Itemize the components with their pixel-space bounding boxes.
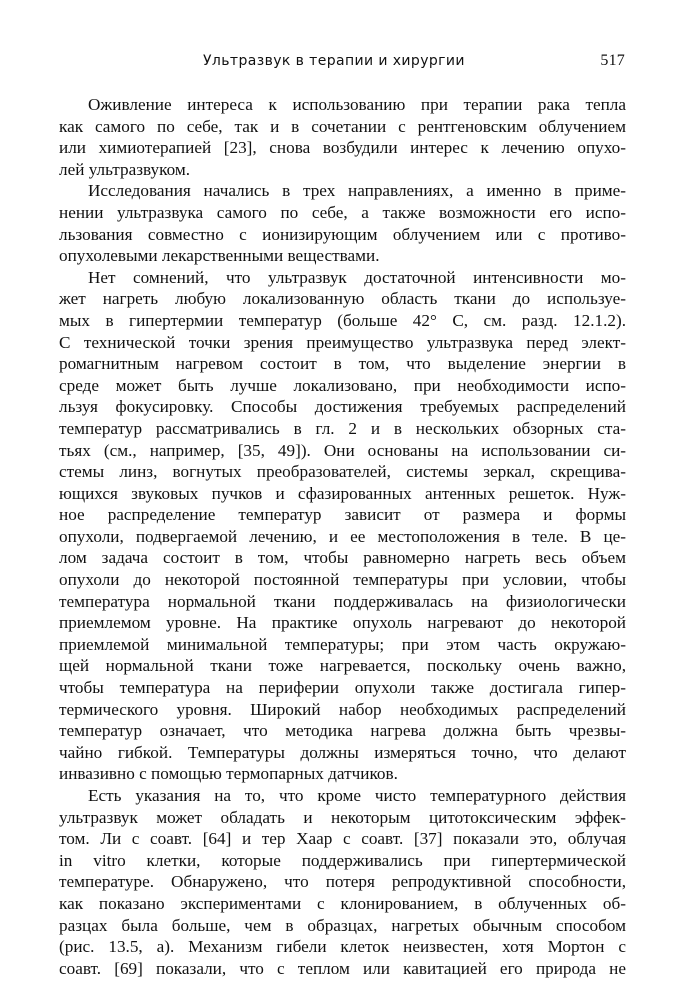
text-line: стемы линз, вогнутых преобразователей, системы зеркал, скрещива- — [59, 462, 626, 482]
text-line: ромагнитным нагревом состоит в том, что выделение энергии в — [59, 354, 626, 374]
text-line: как самого по себе, так и в сочетании с рентгеновским облучением — [59, 116, 626, 136]
text-line: ющихся звуковых пучков и сфазированных антенных решеток. Нуж- — [59, 483, 626, 503]
text-line: как показано экспериментами с клонированием, в облученных об- — [59, 893, 626, 913]
text-line: жет нагреть любую локализованную область ткани до используе- — [59, 289, 626, 309]
paragraph — [59, 94, 626, 180]
text-line: чтобы температура на периферии опухоли также достигала гипер- — [59, 678, 626, 698]
text-line: Есть указания на то, что кроме чисто температурного действия — [88, 786, 626, 805]
text-line: инвазивно с помощью термопарных датчиков. — [59, 764, 398, 784]
chapter-title: Ультразвук в терапии и хирургии — [203, 53, 465, 69]
text-line: нении ультразвука самого по себе, а также возможности его испо- — [59, 202, 626, 222]
text-line: лей ультразвуком. — [59, 159, 191, 179]
text-line: ультразвук может обладать и некоторым цитотоксическим эффек- — [59, 807, 626, 827]
text-line: том. Ли с соавт. [64] и тер Хаар с соавт. [37] показали это, облучая — [59, 829, 626, 849]
text-line: (рис. 13.5, а). Механизм гибели клеток неизвестен, хотя Мортон с — [59, 937, 626, 957]
paragraph — [59, 180, 626, 266]
text-line: щей нормальной ткани тоже нагревается, поскольку очень важно, — [59, 656, 626, 676]
text-line: in vitro клетки, которые поддерживались при гипертермической — [59, 850, 626, 870]
paragraph — [59, 267, 626, 785]
text-line: температуре. Обнаружено, что потеря репродуктивной способности, — [59, 872, 626, 892]
text-line: соавт. [69] показали, что с теплом или кавитацией его природа не — [59, 958, 626, 978]
page-number: 517 — [600, 52, 625, 69]
text-line: лом задача состоит в том, чтобы равномерно нагреть весь объем — [59, 548, 626, 568]
body-text — [59, 94, 626, 979]
running-header — [203, 52, 625, 72]
paragraph — [59, 785, 626, 979]
text-line: Оживление интереса к использованию при терапии рака тепла — [88, 95, 626, 114]
text-line: льзования совместно с ионизирующим облучением или с противо- — [59, 224, 626, 244]
text-line: приемлемом уровне. На практике опухоль нагревают до некоторой — [59, 613, 626, 633]
text-line: разцах была больше, чем в образцах, нагретых обычным способом — [59, 915, 626, 935]
text-line: Нет сомнений, что ультразвук достаточной интенсивности мо- — [88, 267, 626, 287]
text-line: чайно гибкой. Температуры должны измеряться точно, что делают — [59, 742, 626, 762]
text-line: мых в гипертермии температур (больше 42° С, см. разд. 12.1.2). — [59, 310, 626, 330]
text-line: льзуя фокусировку. Способы достижения требуемых распределений — [59, 397, 626, 417]
text-line: приемлемой минимальной температуры; при этом часть окружаю- — [59, 634, 626, 654]
text-line: опухоли до некоторой постоянной температуры при условии, чтобы — [59, 570, 626, 590]
text-line: температур означает, что методика нагрева должна быть чрезвы- — [59, 721, 626, 741]
text-line: температур рассматривались в гл. 2 и в нескольких обзорных ста- — [59, 418, 626, 438]
text-line: ное распределение температур зависит от размера и формы — [59, 505, 626, 525]
text-line: или химиотерапией [23], снова возбудили интерес к лечению опухо- — [59, 138, 626, 158]
text-line: термического уровня. Широкий набор необходимых распределений — [59, 699, 626, 719]
text-line: опухоли, подвергаемой лечению, и ее местоположения в теле. В це- — [59, 526, 626, 546]
text-line: Исследования начались в трех направлениях, а именно в приме- — [88, 181, 626, 201]
text-line: среде может быть лучше локализовано, при необходимости испо- — [59, 375, 626, 395]
text-line: опухолевыми лекарственными веществами. — [59, 246, 380, 266]
text-line: тьях (см., например, [35, 49]). Они основаны на использовании си- — [59, 440, 626, 460]
text-line: С технической точки зрения преимущество ультразвука перед элект- — [59, 332, 626, 352]
text-line: температура нормальной ткани поддерживалась на физиологически — [59, 591, 626, 611]
